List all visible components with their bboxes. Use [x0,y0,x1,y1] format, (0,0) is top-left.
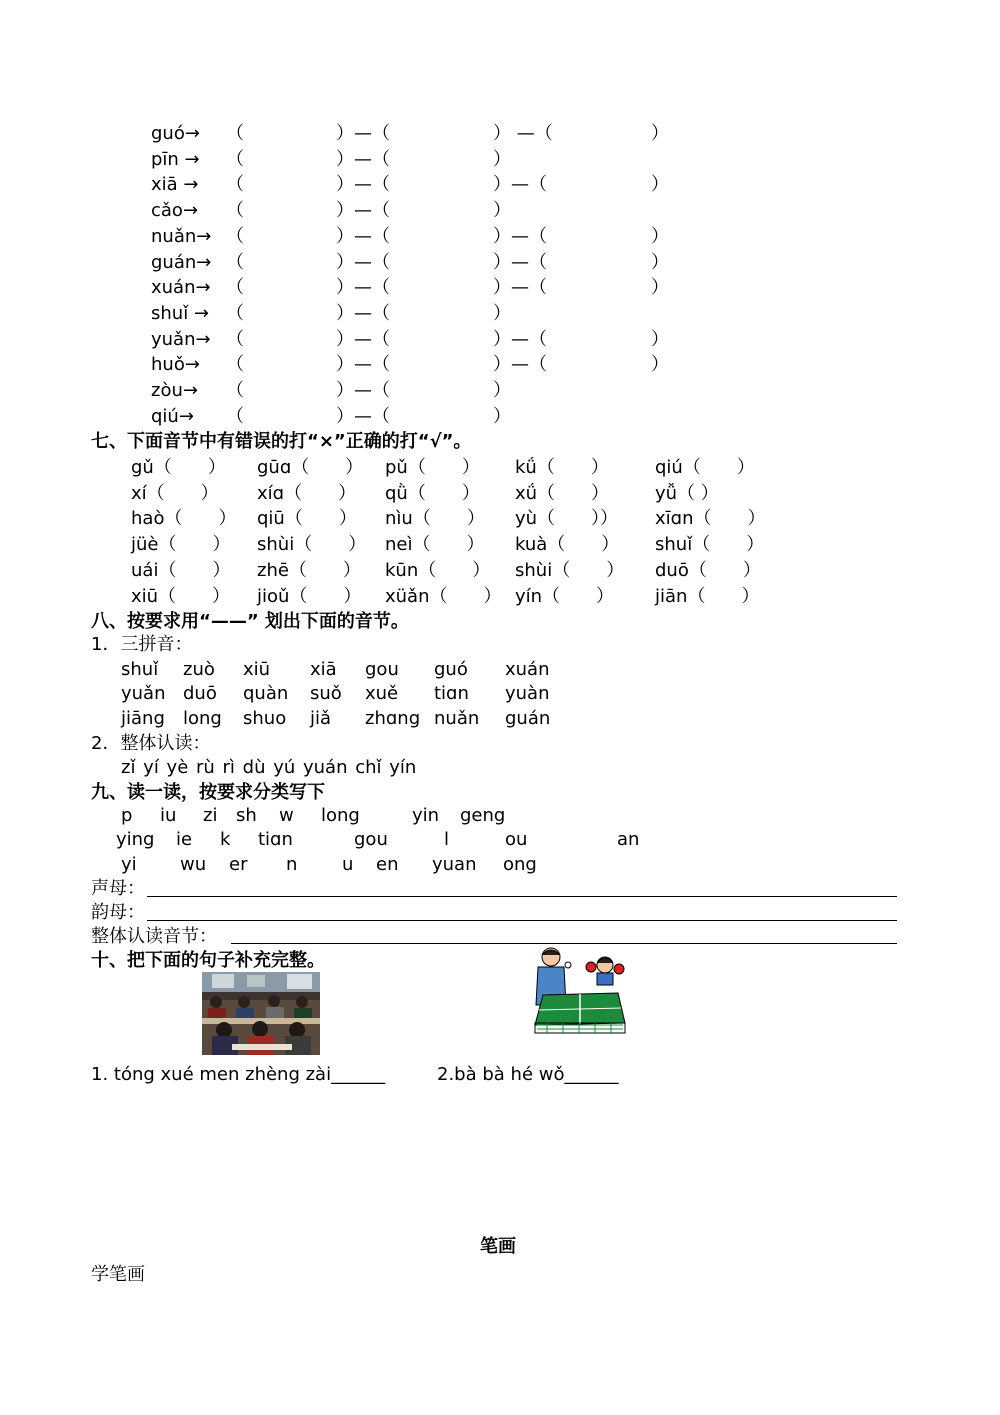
pinyin-syllable: zòu→ [151,380,198,401]
syllable: xuě [365,683,399,705]
judge-item: duō（ ） [655,559,761,581]
pinyin-unit: er [229,853,248,875]
paren-dash-2: ） —（ [493,123,553,144]
pinyin-syllable: xiā → [151,174,199,196]
syllable: yuǎn [121,683,166,705]
syllable: jiāng [121,707,165,729]
paren-dash-1: ）—（ [336,277,390,299]
footer-heading: 笔画 [480,1236,516,1257]
pinyin-unit: sh [236,805,257,826]
footer-sub: 学笔画 [91,1264,145,1285]
paren-close: ） [651,251,669,273]
ping-pong-clipart [533,945,628,1035]
pinyin-syllable: guó→ [151,123,200,144]
judge-item: qǜ（ ） [385,482,480,504]
pinyin-unit: wu [180,853,207,875]
judge-item: xüǎn（ ） [385,585,502,607]
syllable: zhɑng [365,707,421,729]
judge-item: yín（ ） [515,585,615,607]
pinyin-unit: yin [412,805,440,826]
paren-dash-1: ）—（ [336,123,390,144]
paren-dash-2: ）—（ [493,277,547,299]
paren-dash-1: ）—（ [336,174,390,196]
sentence-2[interactable]: 2.bà bà hé wǒ______ [437,1064,619,1085]
label-shengmu: 声母： [91,878,145,899]
pinyin-unit: k [220,829,231,851]
paren-dash-2: ） [493,200,511,222]
syllable: long [183,707,222,729]
syllable: xiū [243,659,271,680]
classroom-photo [202,972,320,1055]
pinyin-syllable: shuǐ → [151,302,209,324]
syllable: shuo [243,707,287,729]
answer-line-zhengti[interactable] [231,943,897,944]
judge-item: zhē（ ） [257,559,361,581]
section-8-sub2: 2．整体认读： [91,733,211,754]
paren-dash-2: ） [493,380,511,401]
paren-close: ） [651,123,669,144]
paren-dash-1: ）—（ [336,148,390,170]
pinyin-unit: iu [160,805,177,826]
paren-dash-2: ）—（ [493,328,547,350]
judge-item: xiū（ ） [131,585,231,607]
syllable: xuán [505,659,550,680]
paren-close: ） [651,354,669,376]
judge-item: kuà（ ） [515,534,620,556]
paren-dash-1: ）—（ [336,200,390,222]
section-10-title: 十、把下面的句子补充完整。 [91,950,325,971]
syllable: quàn [243,683,289,705]
answer-line-yunmu[interactable] [147,920,897,921]
pinyin-unit: p [121,805,133,826]
pinyin-unit: gou [354,829,388,851]
paren-open: （ [226,277,244,299]
pinyin-syllable: huǒ→ [151,354,200,376]
judge-item: nìu（ ） [385,508,485,530]
label-yunmu: 韵母： [91,902,145,923]
paren-open: （ [226,200,244,222]
paren-close: ） [651,328,669,350]
section-8-sub1: 1．三拼音： [91,634,193,655]
judge-item: neì（ ） [385,534,485,556]
pinyin-unit: ong [503,853,537,875]
pinyin-syllable: nuǎn→ [151,225,212,247]
paren-open: （ [226,302,244,324]
judge-item: xīɑn（ ） [655,508,766,530]
pinyin-unit: en [376,853,399,875]
judge-item: xí（ ） [131,482,219,504]
judge-item: gūɑ（ ） [257,457,364,478]
section-8-title: 八、按要求用“——” 划出下面的音节。 [91,611,409,632]
paren-open: （ [226,354,244,376]
section-7-title: 七、下面音节中有错误的打“×”正确的打“√”。 [91,431,472,452]
syllable: suǒ [310,683,342,705]
pinyin-unit: zi [203,805,218,826]
pinyin-unit: long [321,805,360,826]
paren-open: （ [226,405,244,427]
paren-dash-1: ）—（ [336,302,390,324]
paren-dash-1: ）—（ [336,380,390,401]
pinyin-unit: ou [505,829,528,851]
paren-dash-2: ） [493,302,511,324]
paren-dash-2: ）—（ [493,225,547,247]
pinyin-unit: geng [460,805,506,826]
pinyin-unit: ie [176,829,193,851]
pinyin-unit: tiɑn [258,829,293,851]
pinyin-syllable: yuǎn→ [151,328,211,350]
paren-dash-2: ） [493,405,511,427]
judge-item: shuǐ（ ） [655,534,765,556]
pinyin-syllable: xuán→ [151,277,211,299]
paren-dash-1: ）—（ [336,354,390,376]
judge-item: shùi（ ） [257,534,367,556]
judge-item: xǘ（ ） [515,482,610,504]
judge-item: haò（ ） [131,508,237,530]
syllable: xiā [310,659,337,680]
judge-item: kǘ（ ） [515,457,609,478]
syllable: duō [183,683,217,705]
syllable: zuò [183,659,215,680]
answer-line-shengmu[interactable] [147,896,897,897]
judge-item: xíɑ（ ） [257,482,357,504]
paren-dash-1: ）—（ [336,251,390,273]
pinyin-syllable: pīn → [151,148,200,170]
pinyin-unit: w [279,805,294,826]
pinyin-unit: an [617,829,640,851]
judge-item: kūn（ ） [385,559,491,581]
judge-item: gǔ（ ） [131,457,226,478]
pinyin-unit: u [342,853,354,875]
paren-open: （ [226,123,244,144]
section-8-line2: zǐ yí yè rù rì dù yú yuán chǐ yín [121,757,417,778]
pinyin-syllable: qiú→ [151,405,194,427]
paren-dash-2: ）—（ [493,174,547,196]
syllable: tiɑn [434,683,469,705]
syllable: guán [505,707,551,729]
syllable: jiǎ [310,707,332,729]
section-9-title: 九、读一读，按要求分类写下 [91,782,325,803]
paren-open: （ [226,380,244,401]
judge-item: shùi（ ） [515,559,625,581]
paren-open: （ [226,251,244,273]
paren-open: （ [226,174,244,196]
paren-dash-2: ） [493,148,511,170]
syllable: guó [434,659,468,680]
pinyin-syllable: cǎo→ [151,200,199,222]
sentence-1[interactable]: 1. tóng xué men zhèng zài______ [91,1064,386,1085]
judge-item: pǔ（ ） [385,457,480,478]
paren-dash-1: ）—（ [336,225,390,247]
syllable: yuàn [505,683,550,705]
syllable: shuǐ [121,659,159,680]
judge-item: uái（ ） [131,559,231,581]
paren-dash-1: ）—（ [336,405,390,427]
judge-item: yù（ ）） [515,508,619,530]
paren-dash-2: ）—（ [493,354,547,376]
judge-item: qiú（ ） [655,457,755,478]
label-zhengti: 整体认读音节： [91,926,217,947]
judge-item: jioǔ（ ） [257,585,362,607]
syllable: gou [365,659,399,680]
paren-dash-1: ）—（ [336,328,390,350]
paren-open: （ [226,148,244,170]
pinyin-unit: yi [121,853,137,875]
pinyin-unit: n [286,853,298,875]
judge-item: qiū（ ） [257,508,357,530]
pinyin-unit: ying [116,829,155,851]
judge-item: jiān（ ） [655,585,760,607]
paren-close: ） [651,277,669,299]
judge-item: jüè（ ） [131,534,231,556]
syllable: nuǎn [434,707,480,729]
pinyin-syllable: guán→ [151,251,212,273]
paren-dash-2: ）—（ [493,251,547,273]
pinyin-unit: yuan [432,853,477,875]
paren-open: （ [226,328,244,350]
paren-close: ） [651,174,669,196]
paren-open: （ [226,225,244,247]
judge-item: yǚ（ ） [655,482,719,504]
pinyin-unit: l [444,829,450,851]
paren-close: ） [651,225,669,247]
